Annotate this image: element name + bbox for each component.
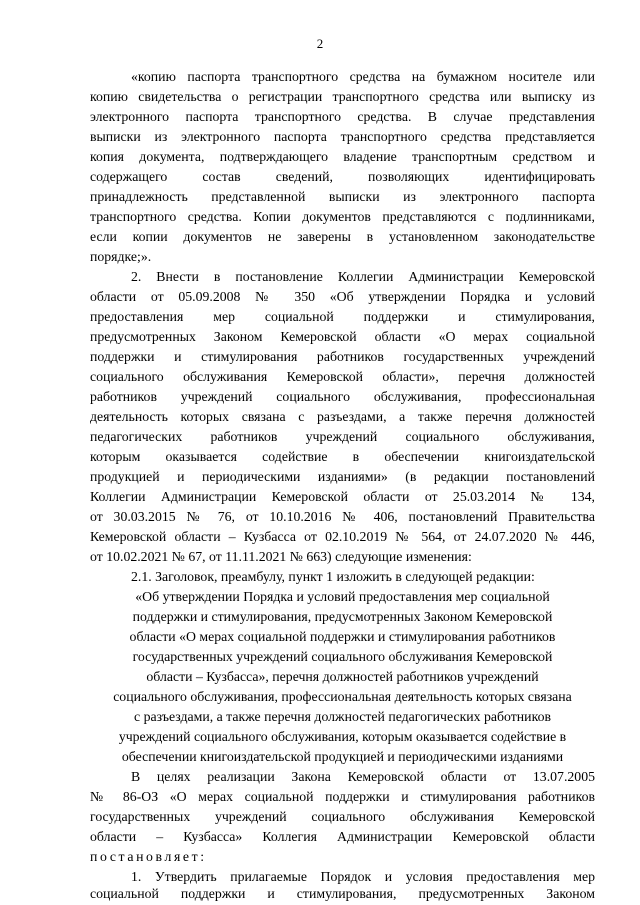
text-line: области «О мерах социальной поддержки и стимулирования работников [129, 629, 556, 644]
text-line: области от 05.09.2008 № 350 «Об утверждении Порядка и условий [90, 289, 595, 304]
text-line: копию свидетельства о регистрации транспортного средства или выписку из [90, 89, 595, 104]
text-line: 1. Утвердить прилагаемые Порядок и условия предоставления мер [131, 869, 595, 884]
text-line: поддержки и стимулирования работников государственных учреждений [90, 349, 595, 364]
page-number: 2 [316, 36, 324, 51]
text-line: принадлежность представленной выписки из электронного паспорта [90, 189, 595, 204]
text-line: области – Кузбасса», перечня должностей работников учреждений [146, 669, 539, 684]
text-line: содержащего состав сведений, позволяющих идентифицировать [90, 169, 595, 184]
text-line: копия документа, подтверждающего владение транспортным средством и [90, 149, 595, 164]
text-line: выписки из электронного паспорта транспортного средства представляется [90, 129, 595, 144]
text-line: постановляет: [90, 849, 207, 864]
text-line: поддержки и стимулирования, предусмотренных Законом Кемеровской [132, 609, 553, 624]
text-line: которым оказывается содействие в обеспечении книгоиздательской [90, 449, 595, 464]
text-line: Коллегии Администрации Кемеровской области от 25.03.2014 № 134, [90, 489, 595, 504]
text-line: 2. Внести в постановление Коллегии Администрации Кемеровской [131, 269, 595, 284]
text-line: обеспечении книгоиздательской продукцией и периодическими изданиями [121, 749, 564, 764]
text-line: от 30.03.2015 № 76, от 10.10.2016 № 406, постановлений Правительства [90, 509, 595, 524]
text-line: социального обслуживания Кемеровской области», перечня должностей [90, 369, 595, 384]
text-line: электронного паспорта транспортного средства. В случае представления [90, 109, 595, 124]
text-line: предоставления мер социальной поддержки и стимулирования, [90, 309, 595, 324]
text-line: «копию паспорта транспортного средства на бумажном носителе или [131, 69, 595, 84]
text-line: № 86-ОЗ «О мерах социальной поддержки и стимулирования работников [90, 789, 595, 804]
text-line: если копии документов не заверены в установленном законодательстве [90, 229, 595, 244]
text-line: области – Кузбасса» Коллегия Администрации Кемеровской области [90, 829, 595, 844]
text-line: с разъездами, а также перечня должностей педагогических работников [134, 709, 551, 724]
text-line: государственных учреждений социального обслуживания Кемеровской [90, 809, 595, 824]
text-line: социального обслуживания, профессиональная деятельность которых связана [113, 689, 572, 704]
text-line: продукцией и периодическими изданиями» (в редакции постановлений [90, 469, 595, 484]
text-line: порядке;». [90, 249, 152, 264]
text-line: Кемеровской области – Кузбасса от 02.10.2019 № 564, от 24.07.2020 № 446, [90, 529, 595, 544]
text-line: педагогических работников учреждений социального обслуживания, [90, 429, 595, 444]
text-line: предусмотренных Законом Кемеровской области «О мерах социальной [90, 329, 595, 344]
text-line: деятельность которых связана с разъездами, а также перечня должностей [90, 409, 595, 424]
text-line: учреждений социального обслуживания, которым оказывается содействие в [118, 729, 567, 744]
text-line: от 10.02.2021 № 67, от 11.11.2021 № 663) следующие изменения: [90, 549, 472, 564]
text-line: социальной поддержки и стимулирования, предусмотренных Законом [90, 886, 595, 901]
text-line: «Об утверждении Порядка и условий предоставления мер социальной [135, 589, 550, 604]
text-line: транспортного средства. Копии документов представляются с подлинниками, [90, 209, 595, 224]
text-line: В целях реализации Закона Кемеровской области от 13.07.2005 [131, 769, 595, 784]
text-line: 2.1. Заголовок, преамбулу, пункт 1 изложить в следующей редакции: [131, 569, 535, 584]
text-line: государственных учреждений социального обслуживания Кемеровской [132, 649, 553, 664]
text-line: работников учреждений социального обслуживания, профессиональная [90, 389, 595, 404]
